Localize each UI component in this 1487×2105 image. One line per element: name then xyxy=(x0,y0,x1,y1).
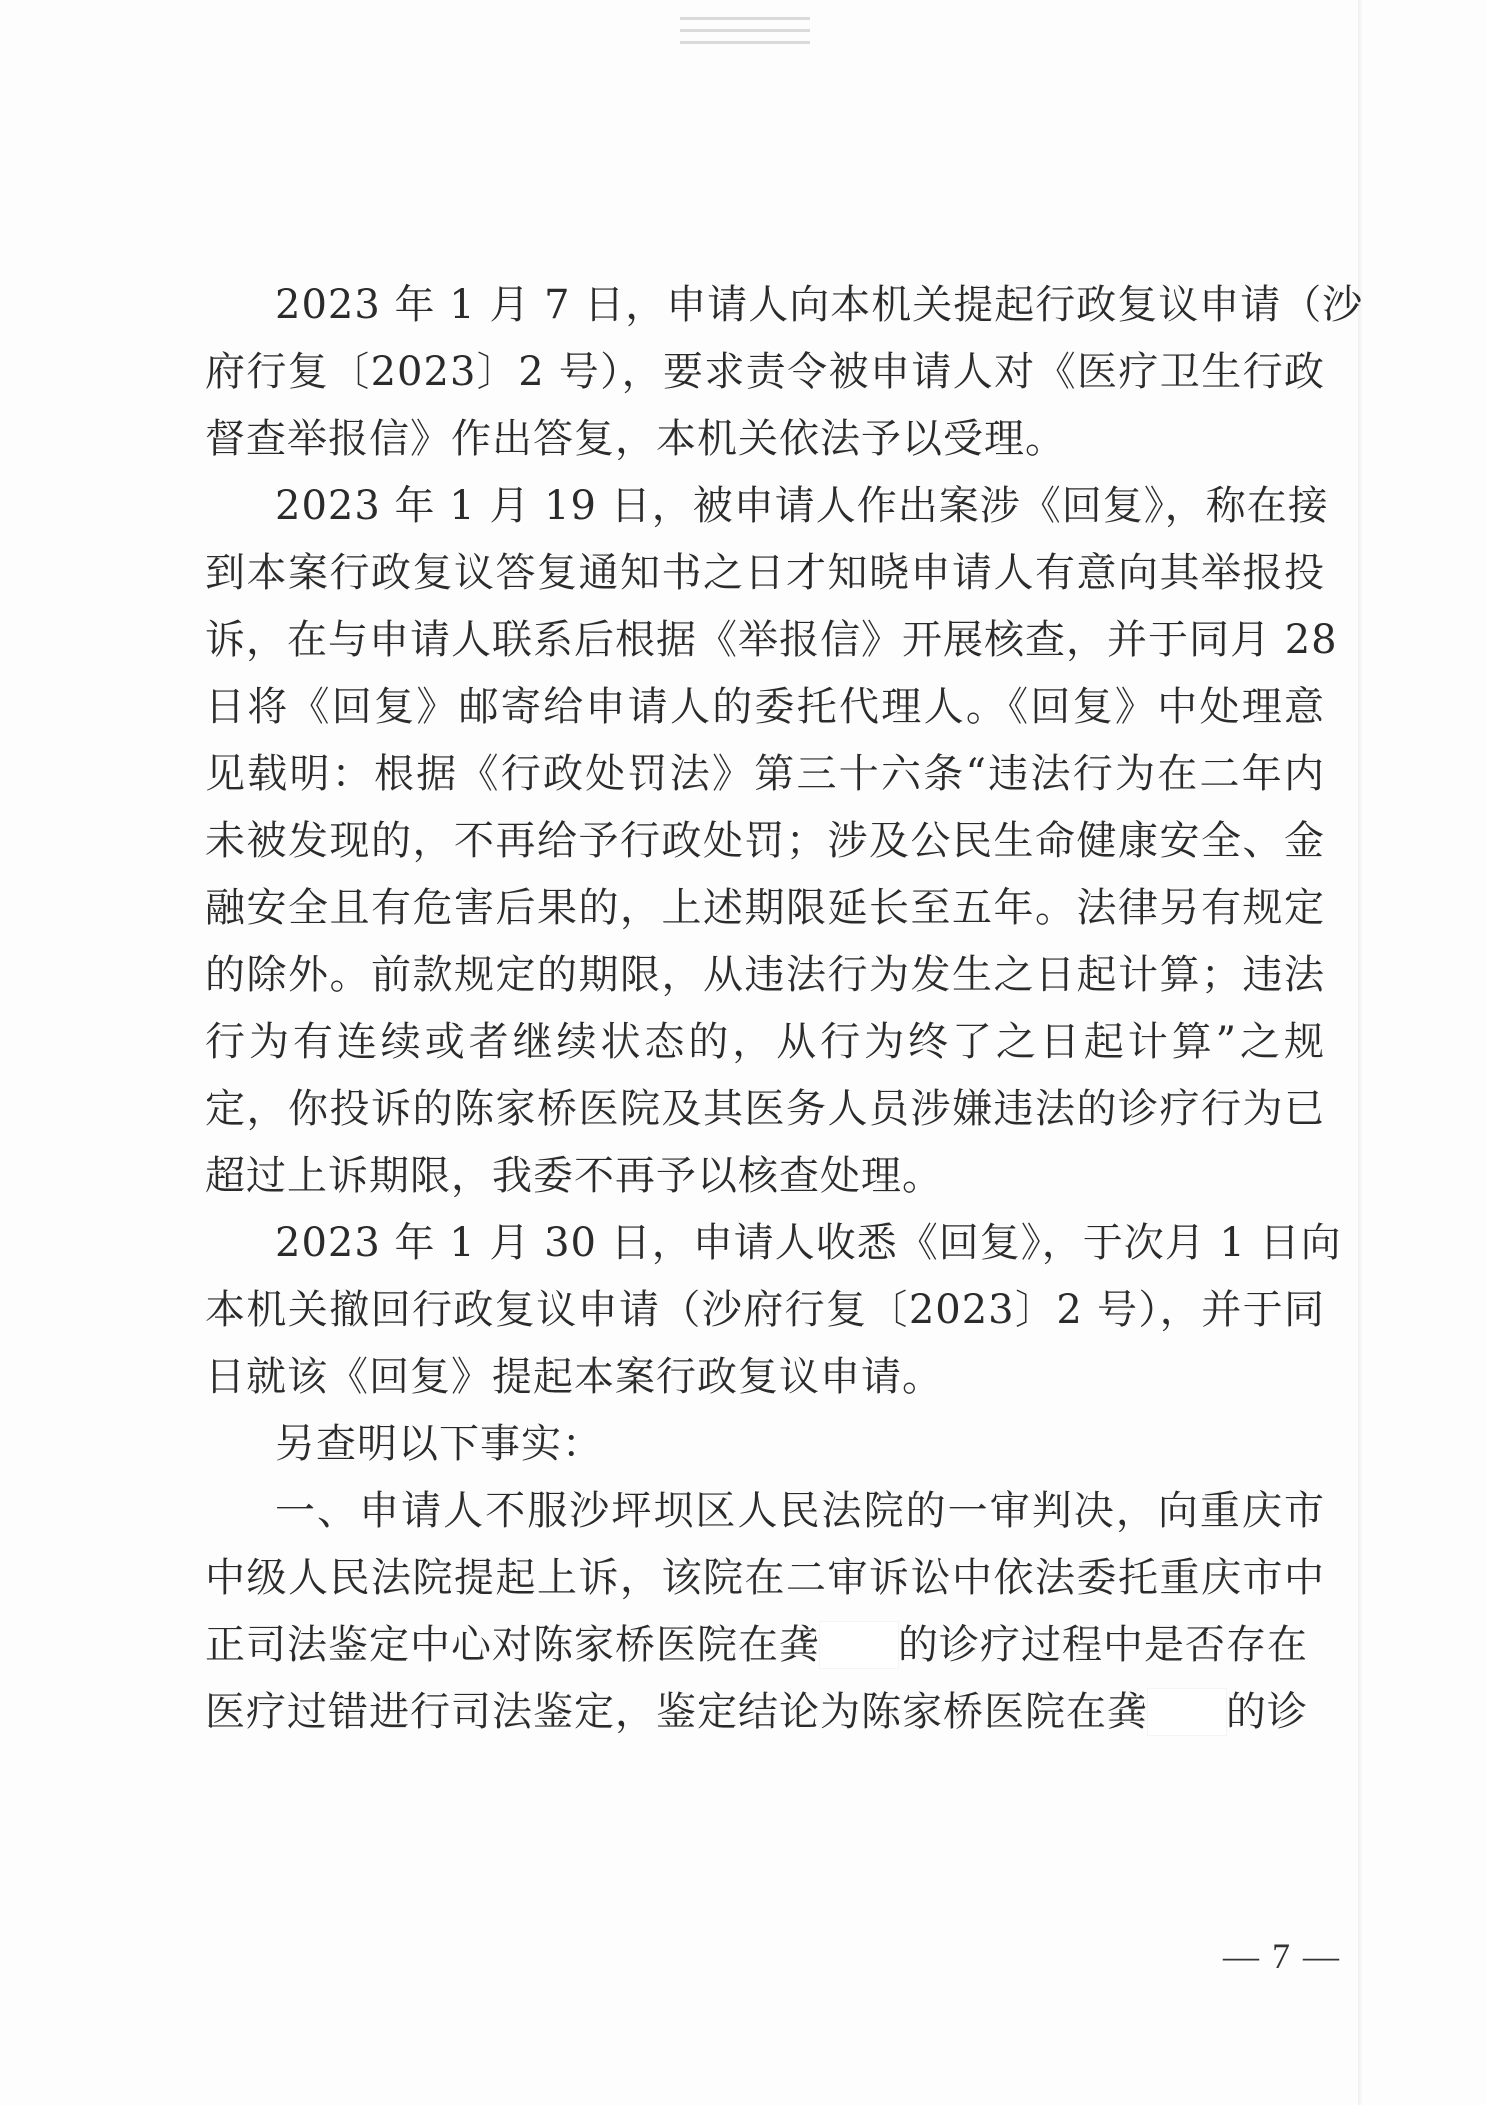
text-line xyxy=(205,1612,1325,1679)
text-line: 2023 年 1 月 7 日，申请人向本机关提起行政复议申请（沙 xyxy=(275,282,1364,328)
redaction-box xyxy=(820,1622,898,1668)
text-line: 本机关撤回行政复议申请（沙府行复〔2023〕2 号），并于同 xyxy=(205,1287,1325,1333)
text-segment: 的诊 xyxy=(1226,1689,1308,1735)
text-line: 中级人民法院提起上诉，该院在二审诉讼中依法委托重庆市中 xyxy=(205,1555,1325,1601)
text-line: 的除外。前款规定的期限，从违法行为发生之日起计算；违法 xyxy=(205,952,1325,998)
bleed-through-mark xyxy=(680,8,810,50)
text-segment: 医疗过错进行司法鉴定，鉴定结论为陈家桥医院在龚 xyxy=(205,1689,1148,1735)
text-line: 见载明：根据《行政处罚法》第三十六条“违法行为在二年内 xyxy=(205,751,1325,797)
text-line: 融安全且有危害后果的，上述期限延长至五年。法律另有规定 xyxy=(205,885,1325,931)
text-segment: 的诊疗过程中是否存在 xyxy=(898,1622,1308,1668)
page-number: — 7 — xyxy=(1223,1936,1341,1976)
text-line: 未被发现的，不再给予行政处罚；涉及公民生命健康安全、金 xyxy=(205,818,1325,864)
text-line: 2023 年 1 月 30 日，申请人收悉《回复》，于次月 1 日向 xyxy=(275,1220,1342,1266)
text-line: 定，你投诉的陈家桥医院及其医务人员涉嫌违法的诊疗行为已 xyxy=(205,1086,1325,1132)
text-line: 到本案行政复议答复通知书之日才知晓申请人有意向其举报投 xyxy=(205,550,1325,596)
text-line: 府行复〔2023〕2 号），要求责令被申请人对《医疗卫生行政 xyxy=(205,349,1325,395)
text-line: 另查明以下事实： xyxy=(275,1421,603,1467)
redaction-box xyxy=(1148,1689,1226,1735)
text-line: 行为有连续或者继续状态的，从行为终了之日起计算”之规 xyxy=(205,1019,1325,1065)
text-line xyxy=(205,1679,1325,1746)
text-line: 日就该《回复》提起本案行政复议申请。 xyxy=(205,1354,943,1400)
text-line: 超过上诉期限，我委不再予以核查处理。 xyxy=(205,1153,943,1199)
text-line: 日将《回复》邮寄给申请人的委托代理人。《回复》中处理意 xyxy=(205,684,1325,730)
text-segment: 正司法鉴定中心对陈家桥医院在龚 xyxy=(205,1622,820,1668)
text-line: 一、申请人不服沙坪坝区人民法院的一审判决，向重庆市 xyxy=(275,1488,1325,1534)
document-body xyxy=(205,272,1364,1746)
text-line: 诉，在与申请人联系后根据《举报信》开展核查，并于同月 28 xyxy=(205,617,1338,663)
text-line: 督查举报信》作出答复，本机关依法予以受理。 xyxy=(205,416,1066,462)
text-line: 2023 年 1 月 19 日，被申请人作出案涉《回复》，称在接 xyxy=(275,483,1329,529)
